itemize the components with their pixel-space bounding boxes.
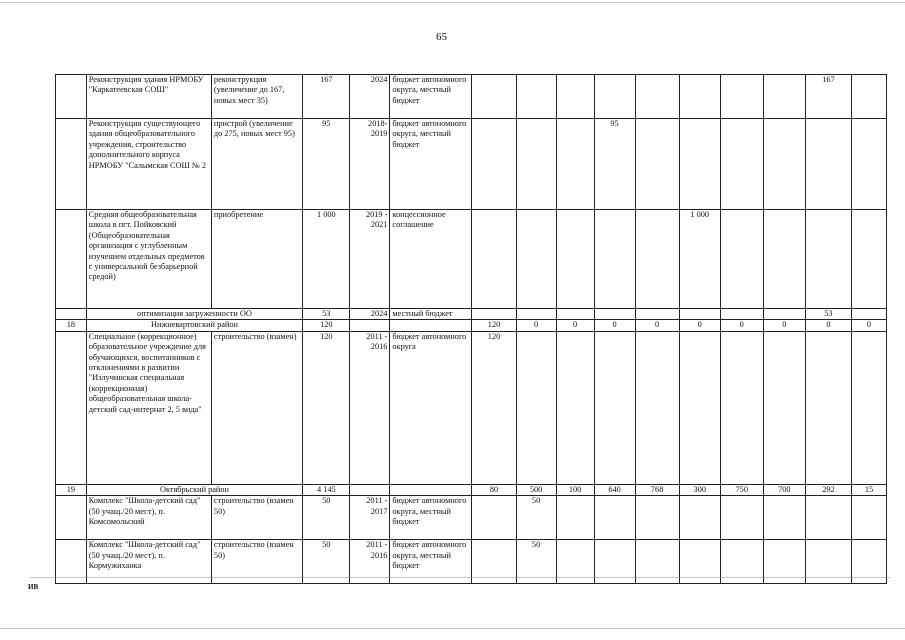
funding-source-cell: местный бюджет: [390, 309, 472, 320]
year-value-cell: [516, 309, 556, 320]
years-cell: 2019 - 2021: [350, 210, 390, 309]
year-value-cell: 120: [472, 331, 516, 484]
table-row: [56, 496, 887, 540]
year-value-cell: [852, 496, 887, 540]
year-value-cell: 0: [635, 320, 679, 331]
table-row: [56, 331, 887, 484]
year-value-cell: [679, 331, 720, 484]
year-value-cell: [805, 210, 851, 309]
year-value-cell: 500: [516, 484, 556, 495]
year-value-cell: 15: [852, 484, 887, 495]
year-value-cell: [594, 210, 635, 309]
row-number-cell: [56, 496, 87, 540]
year-value-cell: [635, 75, 679, 119]
object-name-cell: Реконструкция здания НРМОБУ "Каркатеевская СОШ": [86, 75, 211, 119]
year-value-cell: [516, 210, 556, 309]
year-value-cell: [805, 331, 851, 484]
year-value-cell: 768: [635, 484, 679, 495]
work-type-cell: строительство (взамен 50): [211, 540, 302, 584]
table-row: [56, 210, 887, 309]
year-value-cell: [635, 496, 679, 540]
row-label-cell: Нижневартовский район: [86, 320, 302, 331]
year-value-cell: [472, 496, 516, 540]
year-value-cell: [594, 331, 635, 484]
row-number-cell: [56, 309, 87, 320]
capacity-cell: 50: [303, 540, 350, 584]
work-type-cell: реконструкция (увеличение до 167, новых мест 35): [211, 75, 302, 119]
year-value-cell: [852, 331, 887, 484]
funding-source-cell: бюджет автономного округа: [390, 331, 472, 484]
footer-mark: ИВ: [28, 583, 39, 591]
year-value-cell: [852, 119, 887, 210]
year-value-cell: [852, 75, 887, 119]
years-cell: 2024: [350, 75, 390, 119]
year-value-cell: [594, 496, 635, 540]
funding-source-cell: концессионное соглашение: [390, 210, 472, 309]
funding-source-cell: бюджет автономного округа, местный бюджет: [390, 496, 472, 540]
year-value-cell: [635, 210, 679, 309]
capacity-cell: 4 145: [303, 484, 350, 495]
year-value-cell: [594, 75, 635, 119]
year-value-cell: [852, 309, 887, 320]
year-value-cell: [720, 309, 763, 320]
year-value-cell: 0: [805, 320, 851, 331]
year-value-cell: [763, 119, 805, 210]
funding-source-cell: [390, 320, 472, 331]
capacity-cell: 95: [303, 119, 350, 210]
work-type-cell: приобретение: [211, 210, 302, 309]
year-value-cell: [852, 210, 887, 309]
investment-table: [55, 74, 887, 584]
years-cell: 2011 - 2016: [350, 331, 390, 484]
row-number-cell: [56, 331, 87, 484]
year-value-cell: 292: [805, 484, 851, 495]
object-name-cell: Реконструкция существующего здания общеобразовательного учреждения, строительство дополнительного корпуса НРМОБУ "Салымская СОШ № 2: [86, 119, 211, 210]
capacity-cell: 1 000: [303, 210, 350, 309]
year-value-cell: [720, 496, 763, 540]
year-value-cell: [763, 309, 805, 320]
table-row: [56, 75, 887, 119]
row-label-cell: оптимизация загруженности ОО: [86, 309, 302, 320]
year-value-cell: 50: [516, 540, 556, 584]
year-value-cell: 120: [472, 320, 516, 331]
year-value-cell: [472, 309, 516, 320]
year-value-cell: [805, 119, 851, 210]
year-value-cell: 1 000: [679, 210, 720, 309]
years-cell: 2011 - 2016: [350, 540, 390, 584]
year-value-cell: 100: [556, 484, 594, 495]
scan-edge-bottom: [0, 628, 905, 629]
year-value-cell: [556, 75, 594, 119]
capacity-cell: 53: [303, 309, 350, 320]
capacity-cell: 50: [303, 496, 350, 540]
work-type-cell: строительство (взамен 50): [211, 496, 302, 540]
object-name-cell: Комплекс "Школа-детский сад" (50 учащ./20 мест), п. Кормужиханка: [86, 540, 211, 584]
page-number: 65: [436, 31, 447, 43]
year-value-cell: [556, 210, 594, 309]
year-value-cell: 80: [472, 484, 516, 495]
years-cell: 2018-2019: [350, 119, 390, 210]
year-value-cell: [805, 496, 851, 540]
work-type-cell: пристрой (увеличение до 275, новых мест 95): [211, 119, 302, 210]
row-number-cell: 19: [56, 484, 87, 495]
year-value-cell: [679, 309, 720, 320]
year-value-cell: 53: [805, 309, 851, 320]
capacity-cell: 167: [303, 75, 350, 119]
year-value-cell: 0: [594, 320, 635, 331]
year-value-cell: 167: [805, 75, 851, 119]
year-value-cell: 700: [763, 484, 805, 495]
year-value-cell: 0: [852, 320, 887, 331]
object-name-cell: Специальное (коррекционное) образовательное учреждение для обучающихся, воспитанников с отклонениями в развитии "Излучинская специальная (коррекционная) общеобразовательная школа-детский сад-интернат 2, 5 вида": [86, 331, 211, 484]
object-name-cell: Средняя общеобразовательная школа в пгт. Пойковский (Общеобразовательная организация с углубленным изучением отдельных предметов с универсальной безбарьерной средой): [86, 210, 211, 309]
year-value-cell: [516, 119, 556, 210]
object-name-cell: Комплекс "Школа-детский сад" (50 учащ./20 мест), п. Комсомольский: [86, 496, 211, 540]
year-value-cell: [472, 210, 516, 309]
row-number-cell: 18: [56, 320, 87, 331]
row-number-cell: [56, 210, 87, 309]
year-value-cell: [763, 75, 805, 119]
scan-edge-top: [0, 2, 905, 3]
year-value-cell: [516, 75, 556, 119]
year-value-cell: [763, 331, 805, 484]
year-value-cell: 640: [594, 484, 635, 495]
year-value-cell: [635, 331, 679, 484]
work-type-cell: строительство (взамен): [211, 331, 302, 484]
row-number-cell: [56, 75, 87, 119]
years-cell: 2024: [350, 309, 390, 320]
year-value-cell: [472, 119, 516, 210]
capacity-cell: 120: [303, 320, 350, 331]
table-row: [56, 309, 887, 320]
year-value-cell: [556, 496, 594, 540]
year-value-cell: 750: [720, 484, 763, 495]
year-value-cell: [679, 119, 720, 210]
year-value-cell: [556, 331, 594, 484]
year-value-cell: [763, 210, 805, 309]
row-label-cell: Октябрьский район: [86, 484, 302, 495]
year-value-cell: [556, 309, 594, 320]
year-value-cell: [763, 496, 805, 540]
scan-edge-line: [30, 577, 890, 578]
funding-source-cell: [390, 484, 472, 495]
year-value-cell: 0: [556, 320, 594, 331]
years-cell: [350, 484, 390, 495]
year-value-cell: [472, 75, 516, 119]
year-value-cell: [720, 331, 763, 484]
year-value-cell: [720, 119, 763, 210]
year-value-cell: [720, 75, 763, 119]
row-number-cell: [56, 119, 87, 210]
year-value-cell: 0: [763, 320, 805, 331]
years-cell: 2011 - 2017: [350, 496, 390, 540]
year-value-cell: [594, 309, 635, 320]
table-row: [56, 119, 887, 210]
funding-source-cell: бюджет автономного округа, местный бюджет: [390, 75, 472, 119]
year-value-cell: 0: [516, 320, 556, 331]
year-value-cell: 0: [679, 320, 720, 331]
funding-source-cell: бюджет автономного округа, местный бюджет: [390, 540, 472, 584]
year-value-cell: [720, 210, 763, 309]
years-cell: [350, 320, 390, 331]
table-row: [56, 320, 887, 331]
year-value-cell: [679, 496, 720, 540]
year-value-cell: [516, 331, 556, 484]
year-value-cell: [679, 75, 720, 119]
year-value-cell: 50: [516, 496, 556, 540]
year-value-cell: 0: [720, 320, 763, 331]
funding-source-cell: бюджет автономного округа, местный бюджет: [390, 119, 472, 210]
year-value-cell: 95: [594, 119, 635, 210]
year-value-cell: 300: [679, 484, 720, 495]
capacity-cell: 120: [303, 331, 350, 484]
year-value-cell: [635, 119, 679, 210]
year-value-cell: [635, 309, 679, 320]
table-row: [56, 484, 887, 495]
year-value-cell: [556, 119, 594, 210]
